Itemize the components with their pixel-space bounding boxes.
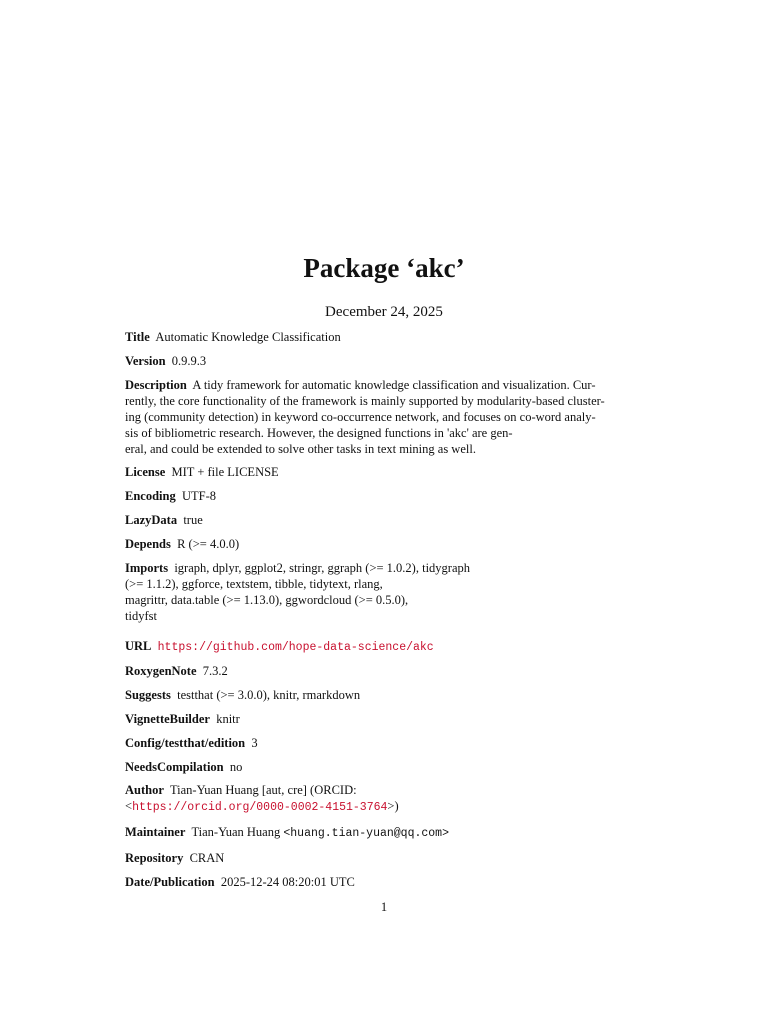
field-vignettebuilder [125,711,645,727]
author-orcid-line [125,798,645,816]
field-maintainer [125,824,645,842]
field-repository [125,850,645,866]
field-description [125,377,645,457]
field-key: Maintainer [125,825,186,840]
field-key: VignetteBuilder [125,711,210,726]
imports-line: tidyfst [125,608,157,623]
maintainer-email: <huang.tian-yuan@qq.com> [283,827,449,841]
imports-line: (>= 1.1.2), ggforce, textstem, tibble, tidytext, rlang, [125,576,383,591]
field-key: RoxygenNote [125,664,197,679]
description-line: sis of bibliometric research. However, the designed functions in 'akc' are gen- [125,425,513,440]
field-key: Description [125,377,187,392]
field-depends [125,536,645,552]
imports-line: magrittr, data.table (>= 1.13.0), ggwordcloud (>= 0.5.0), [125,592,409,607]
field-key: URL [125,638,152,653]
field-value: R (>= 4.0.0) [177,536,240,551]
field-value: no [229,759,243,774]
field-key: LazyData [125,512,178,527]
field-key: Author [125,783,164,798]
field-needscompilation [125,759,645,775]
field-title [125,329,645,345]
field-value: knitr [216,711,240,726]
field-value: Automatic Knowledge Classification [155,330,341,344]
field-imports [125,560,645,624]
orcid-close: >) [387,799,399,814]
field-lazydata [125,512,645,528]
field-date-publication [125,874,645,890]
field-value: UTF-8 [181,489,216,504]
package-date: December 24, 2025 [325,304,443,320]
orcid-link[interactable]: https://orcid.org/0000-0002-4151-3764 [132,801,388,815]
field-value: CRAN [189,850,225,865]
field-value: 3 [251,735,258,750]
field-roxygennote [125,663,645,679]
field-key: Config/testthat/edition [125,735,246,750]
field-key: Depends [125,536,171,551]
field-value: true [183,512,203,527]
imports-line: igraph, dplyr, ggplot2, stringr, ggraph (>= 1.0.2), tidygraph [174,560,471,575]
field-url [125,638,645,656]
field-suggests [125,687,645,703]
description-line: eral, and could be extended to solve other tasks in text mining as well. [125,441,476,456]
field-version [125,353,645,369]
field-value: 7.3.2 [202,664,228,679]
package-fields [125,329,645,890]
field-key: Imports [125,560,169,575]
field-key: Title [125,330,150,344]
page-title: Package ‘akc’ [303,253,465,283]
field-key: Repository [125,850,184,865]
field-license [125,464,645,480]
description-line: ing (community detection) in keyword co-occurrence network, and focuses on co-word analy- [125,409,596,424]
url-link[interactable]: https://github.com/hope-data-science/akc [157,640,434,654]
orcid-open: < [125,799,133,814]
field-value: testthat (>= 3.0.0), knitr, rmarkdown [177,688,361,703]
description-line: rently, the core functionality of the framework is mainly supported by modularity-based cluster- [125,393,605,408]
description-line: A tidy framework for automatic knowledge classification and visualization. Cur- [192,377,596,392]
field-config-testthat-edition [125,735,645,751]
field-key: NeedsCompilation [125,759,224,774]
field-value: MIT + file LICENSE [171,465,279,480]
field-key: Suggests [125,688,171,703]
author-line: Tian-Yuan Huang [aut, cre] (ORCID: [169,783,357,798]
field-value: 0.9.9.3 [171,353,207,368]
field-key: Version [125,353,166,368]
field-encoding [125,488,645,504]
field-key: License [125,465,166,480]
field-author [125,782,645,816]
field-value: 2025-12-24 08:20:01 UTC [220,874,355,889]
field-key: Date/Publication [125,874,215,889]
maintainer-name: Tian-Yuan Huang [191,825,281,840]
page-number: 1 [380,900,388,914]
field-key: Encoding [125,489,176,504]
